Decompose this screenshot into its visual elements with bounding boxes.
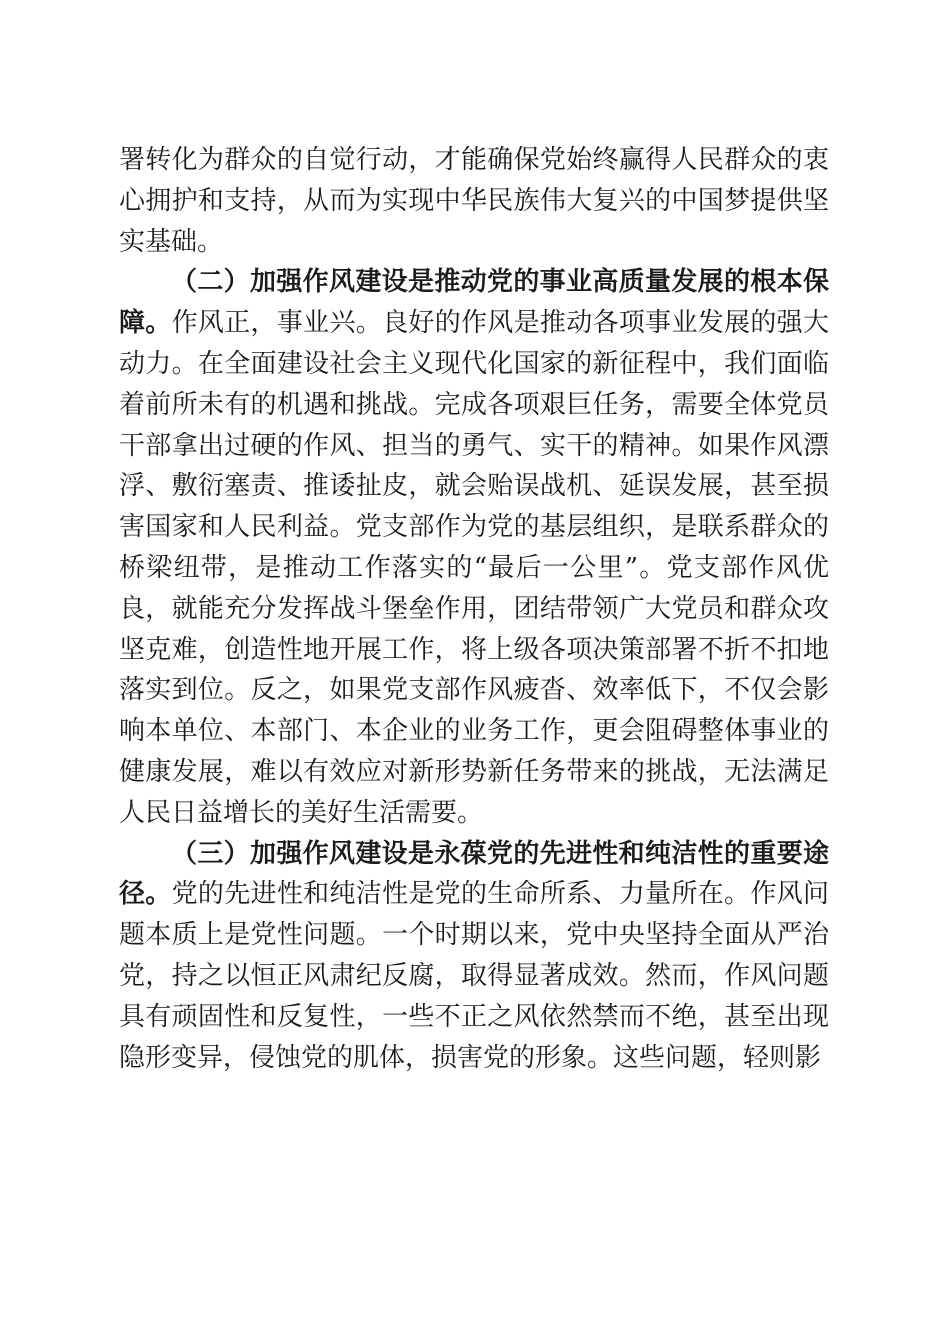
paragraph-continuation (119, 140, 829, 262)
document-body (119, 140, 829, 1078)
paragraph-section-3 (119, 834, 829, 1079)
paragraph-section-2 (119, 262, 829, 833)
paragraph-text: 党的先进性和纯洁性是党的生命所系、力量所在。作风问题本质上是党性问题。一个时期以来，党中央坚持全面从严治党，持之以恒正风肃纪反腐，取得显著成效。然而，作风问题具有顽固性和反复性，一些不正之风依然禁而不绝，甚至出现隐形变异，侵蚀党的肌体，损害党的形象。这些问题，轻则影 (119, 879, 829, 1073)
section-heading: （三）加强作风建设是永葆党的先进性和纯洁性的重要途径。 (119, 838, 829, 910)
section-heading: （二）加强作风建设是推动党的事业高质量发展的根本保障。 (119, 267, 829, 339)
paragraph-text: 作风正，事业兴。良好的作风是推动各项事业发展的强大动力。在全面建设社会主义现代化国家的新征程中，我们面临着前所未有的机遇和挑战。完成各项艰巨任务，需要全体党员干部拿出过硬的作风、担当的勇气、实干的精神。如果作风漂浮、敷衍塞责、推诿扯皮，就会贻误战机、延误发展，甚至损害国家和人民利益。党支部作为党的基层组织，是联系群众的桥梁纽带，是推动工作落实的“最后一公里”。党支部作风优良，就能充分发挥战斗堡垒作用，团结带领广大党员和群众攻坚克难，创造性地开展工作，将上级各项决策部署不折不扣地落实到位。反之，如果党支部作风疲沓、效率低下，不仅会影响本单位、本部门、本企业的业务工作，更会阻碍整体事业的健康发展，难以有效应对新形势新任务带来的挑战，无法满足人民日益增长的美好生活需要。 (119, 308, 829, 828)
paragraph-text: 署转化为群众的自觉行动，才能确保党始终赢得人民群众的衷心拥护和支持，从而为实现中华民族伟大复兴的中国梦提供坚实基础。 (119, 145, 829, 257)
